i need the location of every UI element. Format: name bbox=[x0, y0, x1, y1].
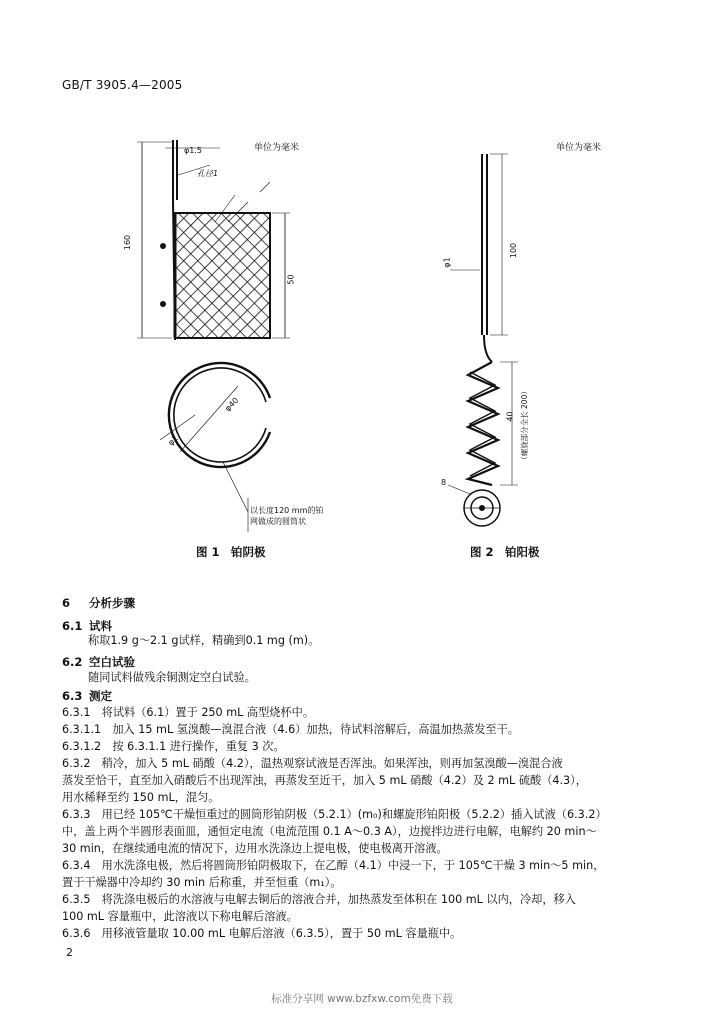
clause-6-3-4-line: 6.3.4 用水洗涤电极，然后将圆筒形铂阴极取下，在乙醇（4.1）中浸一下，于 105℃干燥 3 min～5 min， bbox=[62, 859, 605, 872]
subsection-number: 6.2 bbox=[62, 655, 83, 669]
subsection-number: 6.1 bbox=[62, 619, 83, 633]
figure1-note-line1: 以长度120 mm的铂 bbox=[250, 506, 324, 515]
clause-6-3-2-line: 6.3.2 稍冷，加入 5 mL 硝酸（4.2），温热观察试液是否浑浊。如果浑浊，则再加氢溴酸—溴混合液 bbox=[62, 757, 563, 770]
figure2-caption: 图 2 铂阳极 bbox=[470, 545, 540, 559]
watermark-footer: 标准分享网 www.bzfxw.com免费下载 bbox=[271, 993, 453, 1005]
figure1-label-phi1: φ1 bbox=[166, 433, 181, 448]
figure1-caption: 图 1 铂阴极 bbox=[196, 545, 266, 559]
figure1-unit-note: 单位为毫米 bbox=[254, 143, 300, 153]
subsection-number: 6.3 bbox=[62, 689, 83, 703]
figure1-cathode-drawing bbox=[120, 140, 340, 535]
figure2-unit-note: 单位为毫米 bbox=[556, 143, 602, 153]
subsection-6-1-text: 称取1.9 g～2.1 g试样，精确到0.1 mg (m)。 bbox=[88, 634, 320, 647]
subsection-title: 空白试验 bbox=[89, 655, 135, 669]
figure2-label-dim100: 100 bbox=[509, 242, 519, 259]
clause-6-3-5-line: 6.3.5 将洗涤电极后的水溶液与电解去铜后的溶液合并，加热蒸发至体积在 100 mL 以内，冷却，移入 bbox=[62, 893, 576, 906]
subsection-title: 测定 bbox=[89, 689, 112, 703]
figure2-anode-drawing bbox=[440, 140, 560, 535]
clause-6-3-3-line: 中，盖上两个半圆形表面皿，通恒定电流（电流范围 0.1 A～0.3 A），边搅拌边进行电解，电解约 20 min～ bbox=[62, 825, 597, 838]
figure1-label-dim160: 160 bbox=[123, 234, 133, 251]
figure1-note-line2: 网做成的圆筒状 bbox=[250, 517, 306, 526]
figure1-label-dim50: 50 bbox=[286, 274, 296, 285]
clause-6-3-1: 6.3.1 将试料（6.1）置于 250 mL 高型烧杯中。 bbox=[62, 706, 315, 719]
clause-6-3-3-line: 30 min，在继续通电流的情况下，边用水洗涤边上提电极，使电极离开溶液。 bbox=[62, 842, 448, 855]
subsection-title: 试料 bbox=[89, 619, 112, 633]
section-number: 6 bbox=[62, 596, 71, 610]
page-number: 2 bbox=[66, 946, 73, 959]
standard-number: GB/T 3905.4—2005 bbox=[62, 78, 183, 92]
section-heading bbox=[62, 595, 135, 611]
clause-6-3-2-line: 蒸发至恰干，直至加入硝酸后不出现浑浊，再蒸发至近干，加入 5 mL 硝酸（4.2）及 2 mL 硫酸（4.3）， bbox=[62, 774, 587, 787]
figure1-label-phi40: φ40 bbox=[223, 395, 241, 414]
figure1-label-phi15: φ1.5 bbox=[184, 146, 202, 155]
figure2-label-phi1: φ1 bbox=[442, 257, 452, 268]
clause-6-3-3-line: 6.3.3 用已经 105℃干燥恒重过的圆筒形铂阴极（5.2.1）(m₀)和螺旋形铂阳极（5.2.2）插入试液（6.3.2） bbox=[62, 808, 607, 821]
subsection-6-2-heading bbox=[62, 654, 135, 670]
figure2-label-dim8: 8 bbox=[441, 478, 447, 487]
clause-6-3-1-2: 6.3.1.2 按 6.3.1.1 进行操作，重复 3 次。 bbox=[62, 740, 285, 753]
figure2-label-dim40: 40 bbox=[505, 411, 515, 422]
subsection-6-2-text: 随同试料做残余铜测定空白试验。 bbox=[88, 671, 256, 684]
clause-6-3-2-line: 用水稀释至约 150 mL，混匀。 bbox=[62, 791, 220, 804]
clause-6-3-1-1: 6.3.1.1 加入 15 mL 氢溴酸—溴混合液（4.6）加热，待试料溶解后，高温加热蒸发至干。 bbox=[62, 723, 519, 736]
subsection-6-3-heading bbox=[62, 688, 112, 704]
clause-6-3-4-line: 置于干燥器中冷却约 30 min 后称重，并至恒重（m₁）。 bbox=[62, 876, 342, 889]
section-title: 分析步骤 bbox=[89, 596, 135, 610]
clause-6-3-5-line: 100 mL 容量瓶中，此溶液以下称电解后溶液。 bbox=[62, 910, 298, 923]
figure1-label-hole: 孔径1 bbox=[197, 169, 219, 178]
clause-6-3-6: 6.3.6 用移液管量取 10.00 mL 电解后溶液（6.3.5），置于 50 mL 容量瓶中。 bbox=[62, 927, 462, 940]
figure2-label-dim200: （螺旋部分全长 200） bbox=[519, 387, 529, 464]
